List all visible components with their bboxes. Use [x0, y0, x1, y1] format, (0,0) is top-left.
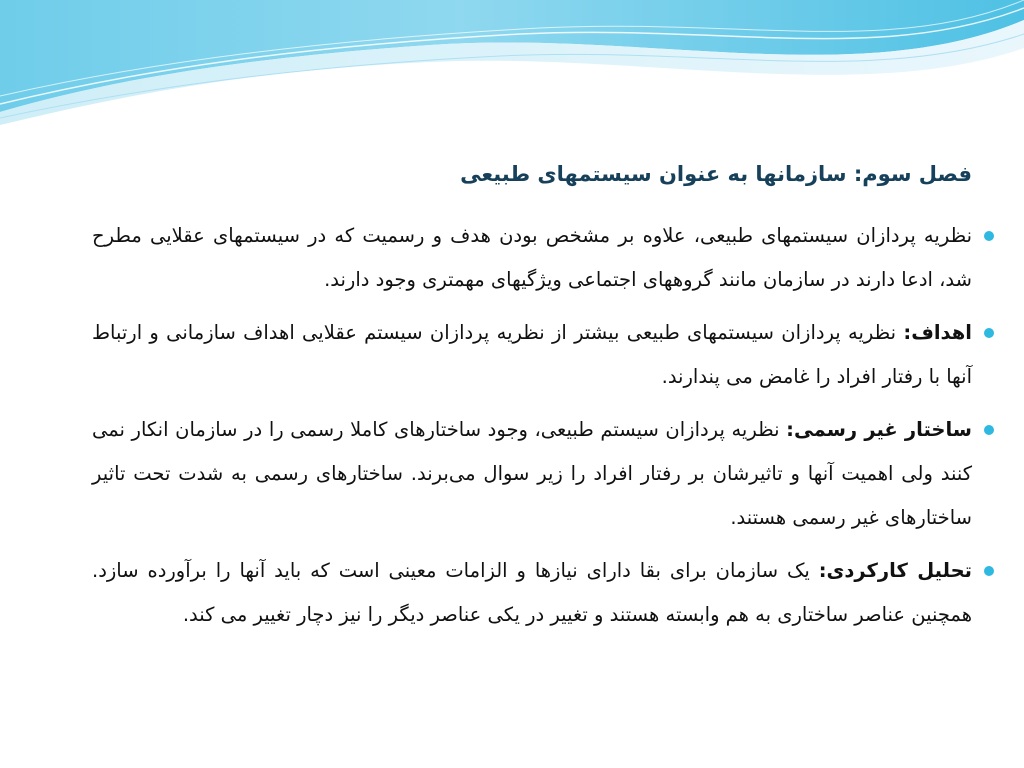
bullet-text: نظریه پردازان سیستمهای طبیعی، علاوه بر مشخص بودن هدف و رسمیت که در سیستمهای عقلایی مطرح شد، ادعا دارند در سازمان مانند گروههای اجتماعی ویژگیهای مهمتری وجود دارند. — [92, 224, 972, 291]
bullet-item — [92, 408, 972, 540]
bullet-term: تحلیل کارکردی: — [818, 559, 972, 582]
bullet-list — [92, 214, 972, 646]
slide-title: فصل سوم: سازمانها به عنوان سیستمهای طبیعی — [460, 162, 972, 186]
bullet-item — [92, 311, 972, 399]
bullet-item — [92, 214, 972, 302]
bullet-dot-icon — [984, 566, 994, 576]
bullet-dot-icon — [984, 425, 994, 435]
bullet-text: نظریه پردازان سیستمهای طبیعی بیشتر از نظریه پردازان سیستم عقلایی اهداف سازمانی و ارتباط آنها با رفتار افراد را غامض می پندارند. — [92, 321, 972, 388]
bullet-dot-icon — [984, 328, 994, 338]
bullet-term: اهداف: — [903, 321, 972, 344]
bullet-text: نظریه پردازان سیستم طبیعی، وجود ساختارهای کاملا رسمی را در سازمان انکار نمی کنند ولی اهمیت آنها و تاثیرشان بر رفتار افراد را زیر سوال می‌برند. ساختارهای رسمی به شدت تحت تاثیر ساختارهای غیر رسمی هستند. — [92, 418, 972, 529]
bullet-term: ساختار غیر رسمی: — [786, 418, 972, 441]
bullet-item — [92, 549, 972, 637]
bullet-dot-icon — [984, 231, 994, 241]
header-wave-decoration — [0, 0, 1024, 130]
bullet-text: یک سازمان برای بقا دارای نیازها و الزامات معینی است که باید آنها را برآورده سازد. همچنین عناصر ساختاری به هم وابسته هستند و تغییر در یکی عناصر دیگر را نیز دچار تغییر می کند. — [92, 559, 972, 626]
